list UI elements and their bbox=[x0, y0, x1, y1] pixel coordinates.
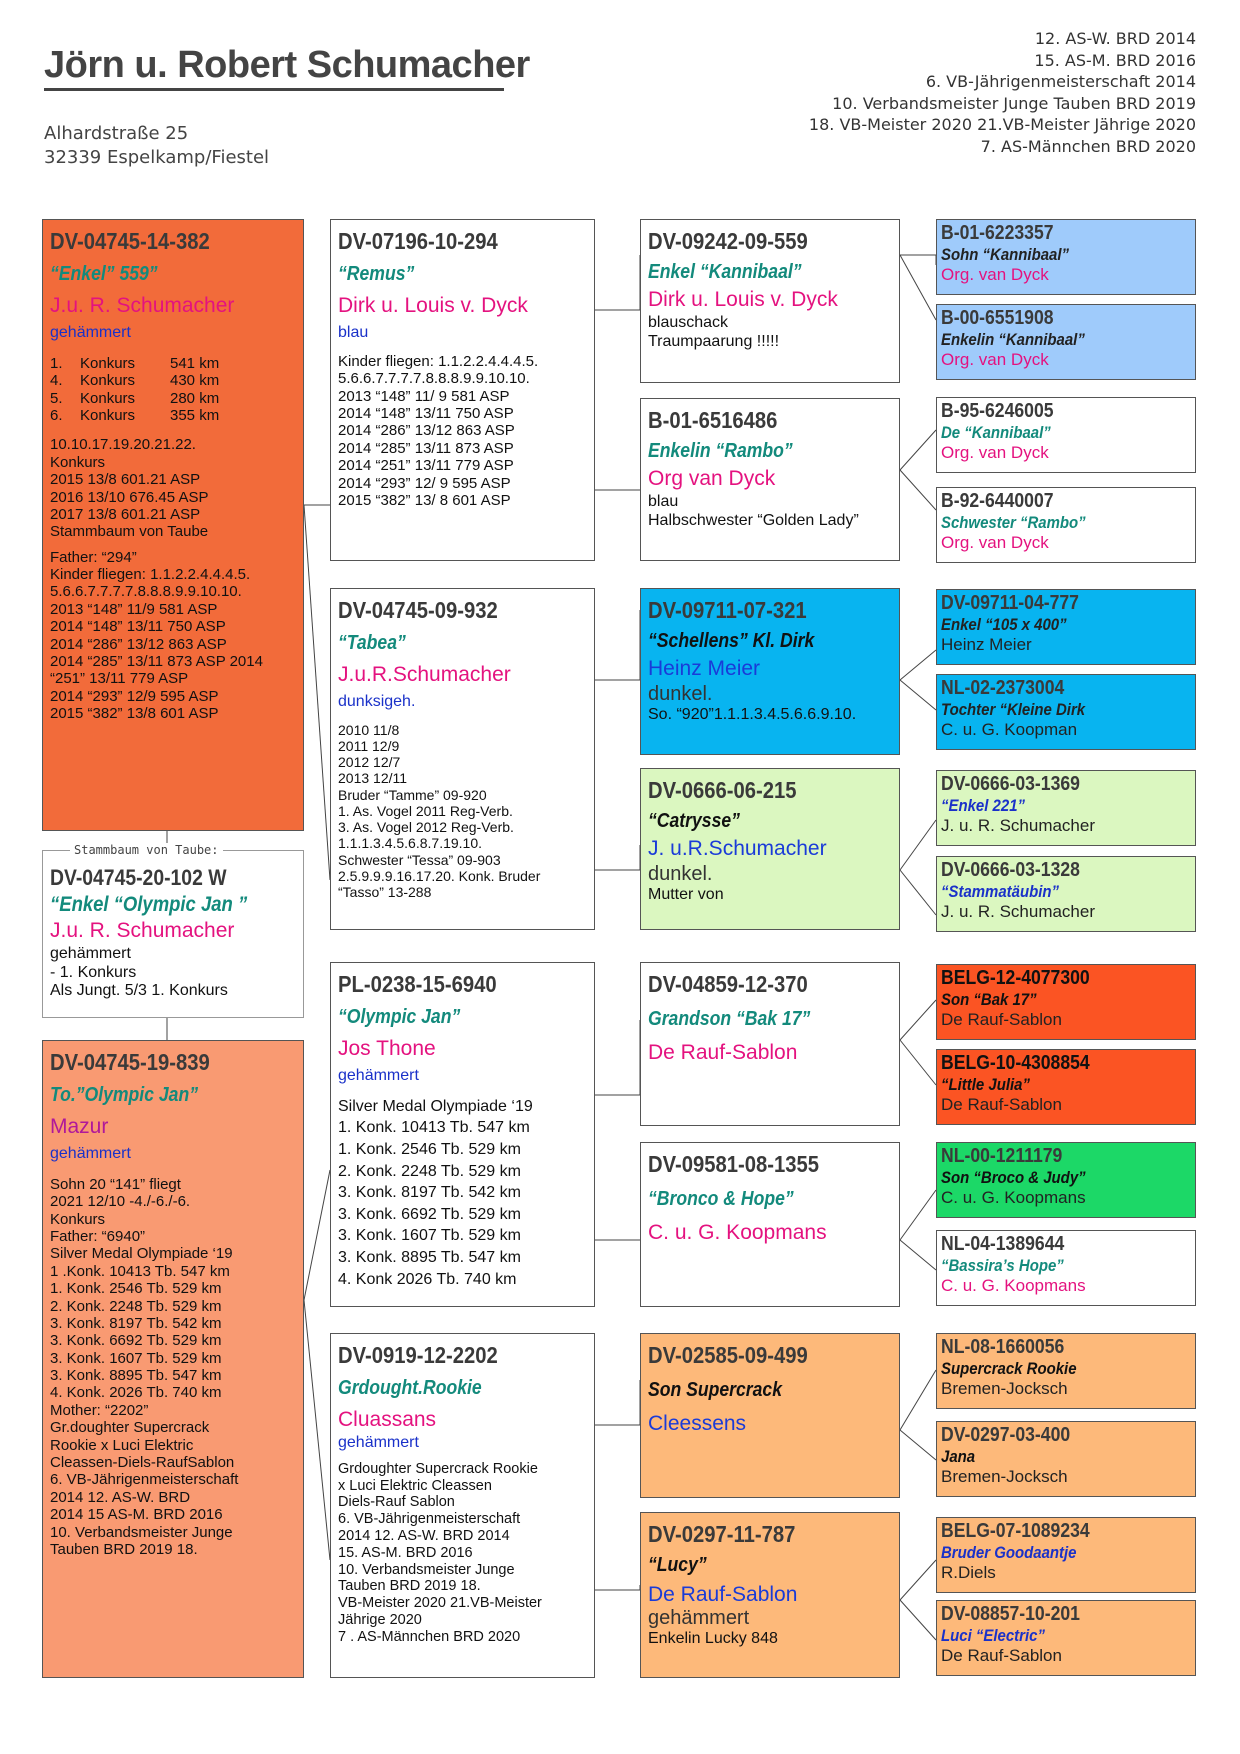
address-city: 32339 Espelkamp/Fiestel bbox=[44, 147, 270, 168]
pigeon-card-gen4[interactable] bbox=[936, 397, 1196, 473]
info-line: Schwester “Tessa” 09-903 bbox=[338, 851, 501, 868]
info-line: blauschack bbox=[648, 314, 729, 332]
connector-line bbox=[900, 650, 936, 680]
info-line: 2. Konk. 2248 Tb. 529 km bbox=[338, 1162, 521, 1180]
note-line: “251” 13/11 779 ASP bbox=[50, 670, 189, 688]
pigeon-name: Jana bbox=[941, 1447, 976, 1467]
ring-number: B-01-6223357 bbox=[941, 222, 1054, 244]
info-line: Bruder “Tamme” 09-920 bbox=[338, 786, 487, 803]
owner: J.u. R. Schumacher bbox=[50, 293, 235, 317]
pigeon-name: Son Supercrack bbox=[648, 1378, 783, 1401]
info-line: 3. Konk. 8197 Tb. 542 km bbox=[50, 1314, 222, 1332]
owner: Heinz Meier bbox=[941, 634, 1032, 654]
pigeon-name: “Enkel “Olympic Jan ” bbox=[50, 892, 248, 916]
info-line: Tauben BRD 2019 18. bbox=[50, 1540, 198, 1558]
result-type: Konkurs bbox=[80, 406, 136, 424]
title-line: 18. VB-Meister 2020 21.VB-Meister Jährige 2020 bbox=[808, 115, 1196, 135]
ring-number: DV-0297-03-400 bbox=[941, 1424, 1071, 1446]
connector-line bbox=[595, 610, 640, 680]
pigeon-name: “Schellens” Kl. Dirk bbox=[648, 629, 815, 652]
pigeon-name: Enkelin “Kannibaal” bbox=[941, 330, 1085, 350]
ring-number: DV-0666-03-1369 bbox=[941, 773, 1080, 795]
info-line: 2014 12. AS-W. BRD bbox=[50, 1488, 191, 1506]
owner: J.u. R. Schumacher bbox=[50, 918, 235, 942]
info-line: 2014 “251” 13/11 779 ASP bbox=[338, 457, 514, 475]
info-line: 4. Konk. 2026 Tb. 740 km bbox=[50, 1384, 222, 1402]
pigeon-name: Schwester “Rambo” bbox=[941, 513, 1086, 533]
note-line: 2014 “293” 12/9 595 ASP bbox=[50, 687, 219, 705]
owner: Bremen-Jocksch bbox=[941, 1466, 1068, 1486]
title-line: 10. Verbandsmeister Junge Tauben BRD 2019 bbox=[832, 93, 1196, 113]
connector-line bbox=[900, 1370, 936, 1430]
result-distance: 541 km bbox=[170, 354, 220, 372]
pigeon-card-gen4[interactable] bbox=[936, 1142, 1196, 1218]
owner: De Rauf-Sablon bbox=[941, 1094, 1062, 1114]
info-line: Silver Medal Olympiade ‘19 bbox=[50, 1245, 233, 1263]
info-line: Traumpaarung !!!!! bbox=[648, 332, 780, 350]
plumage-color: blau bbox=[338, 324, 369, 342]
note-line: Kinder fliegen: 1.1.2.2.4.4.4.5. bbox=[50, 566, 251, 584]
info-line: Diels-Rauf Sablon bbox=[338, 1494, 455, 1511]
info-line: x Luci Elektric Cleassen bbox=[338, 1477, 492, 1494]
pigeon-name: “Enkel 221” bbox=[941, 796, 1025, 816]
info-line: Sohn 20 “141” fliegt bbox=[50, 1175, 181, 1193]
ring-number: NL-00-1211179 bbox=[941, 1145, 1063, 1167]
pigeon-name: Son “Bak 17” bbox=[941, 990, 1037, 1010]
connector-line bbox=[595, 1380, 640, 1425]
info-line: 6. VB-Jährigenmeisterschaft bbox=[50, 1471, 239, 1489]
result-row bbox=[50, 372, 297, 389]
ring-number: DV-09242-09-559 bbox=[648, 228, 808, 254]
notes bbox=[50, 436, 297, 540]
note-line: 2015 13/8 601.21 ASP bbox=[50, 471, 201, 489]
pigeon-name: Supercrack Rookie bbox=[941, 1359, 1077, 1379]
ring-number: DV-0919-12-2202 bbox=[338, 1342, 498, 1368]
pigeon-card-granddam-paternal[interactable] bbox=[330, 588, 595, 930]
connector-line bbox=[900, 1560, 936, 1600]
info-line: 2014 “148” 13/11 750 ASP bbox=[338, 404, 514, 422]
ring-number: DV-09711-07-321 bbox=[648, 597, 807, 623]
connector-line bbox=[304, 505, 330, 880]
info-line: 3. Konk. 8895 Tb. 547 km bbox=[50, 1367, 222, 1385]
pigeon-card-gen4[interactable] bbox=[936, 1230, 1196, 1306]
note-line: Father: “294” bbox=[50, 548, 137, 566]
owner: C. u. G. Koopmans bbox=[941, 1187, 1086, 1207]
owner: Org. van Dyck bbox=[941, 264, 1049, 284]
plumage-color: gehämmert bbox=[50, 324, 131, 342]
info-line: Enkelin Lucky 848 bbox=[648, 1630, 778, 1648]
pigeon-name: Tochter “Kleine Dirk bbox=[941, 700, 1086, 720]
pigeon-name: Bruder Goodaantje bbox=[941, 1543, 1077, 1563]
connector-line bbox=[595, 1020, 640, 1095]
info-line: dunkel. bbox=[648, 683, 713, 706]
info-line: 1 .Konk. 10413 Tb. 547 km bbox=[50, 1262, 230, 1280]
ring-number: DV-02585-09-499 bbox=[648, 1342, 808, 1368]
info-line: 3. Konk. 6692 Tb. 529 km bbox=[50, 1332, 222, 1350]
connector-line bbox=[900, 1240, 936, 1270]
pigeon-card-gen3[interactable] bbox=[640, 398, 900, 561]
pigeon-card-gen4[interactable] bbox=[936, 1421, 1196, 1497]
ring-number: B-95-6246005 bbox=[941, 400, 1054, 422]
ring-number: NL-04-1389644 bbox=[941, 1233, 1065, 1255]
owner: Org van Dyck bbox=[648, 466, 776, 490]
pigeon-card-gen3[interactable] bbox=[640, 1512, 900, 1678]
info-line: Father: “6940” bbox=[50, 1227, 146, 1245]
pigeon-card-gen3[interactable] bbox=[640, 588, 900, 755]
connector-line bbox=[900, 1430, 936, 1460]
owner: Org. van Dyck bbox=[941, 349, 1049, 369]
info-line: “Tasso” 13-288 bbox=[338, 884, 432, 901]
owner: C. u. G. Koopmans bbox=[941, 1275, 1086, 1295]
owner: Cleessens bbox=[648, 1411, 747, 1435]
connector-line bbox=[900, 1190, 936, 1240]
plumage-color: dunksigeh. bbox=[338, 693, 416, 711]
pigeon-name: “Catrysse” bbox=[648, 809, 740, 832]
info-line: VB-Meister 2020 21.VB-Meister bbox=[338, 1595, 542, 1612]
owner: Org. van Dyck bbox=[941, 532, 1049, 552]
ring-number: DV-09581-08-1355 bbox=[648, 1151, 820, 1177]
ring-number: BELG-12-4077300 bbox=[941, 967, 1090, 989]
ring-number: DV-09711-04-777 bbox=[941, 592, 1079, 614]
ring-number: NL-02-2373004 bbox=[941, 677, 1065, 699]
connector-line bbox=[900, 680, 936, 710]
pigeon-name: “Olympic Jan” bbox=[338, 1005, 461, 1028]
connector-line bbox=[900, 255, 936, 320]
breeder-name: Jörn u. Robert Schumacher bbox=[44, 44, 530, 86]
ring-number: DV-08857-10-201 bbox=[941, 1603, 1080, 1625]
pigeon-card-gen4[interactable] bbox=[936, 674, 1196, 750]
connector-line bbox=[900, 870, 936, 915]
ring-number: DV-04859-12-370 bbox=[648, 971, 808, 997]
owner: J. u. R. Schumacher bbox=[941, 815, 1096, 835]
owner: J. u.R.Schumacher bbox=[648, 836, 827, 860]
info-line: 10. Verbandsmeister Junge bbox=[338, 1561, 515, 1578]
result-rank: 5. bbox=[50, 389, 63, 407]
info-line: So. “920”1.1.1.3.4.5.6.6.9.10. bbox=[648, 706, 857, 724]
info-line: 15. AS-M. BRD 2016 bbox=[338, 1544, 473, 1561]
connector-line bbox=[595, 1585, 640, 1590]
owner: Jos Thone bbox=[338, 1036, 436, 1060]
note-line: Konkurs bbox=[50, 453, 106, 471]
info-line: 6. VB-Jährigenmeisterschaft bbox=[338, 1511, 521, 1528]
info-line: Jährige 2020 bbox=[338, 1612, 422, 1629]
note-line: 2014 “285” 13/11 873 ASP 2014 bbox=[50, 653, 263, 671]
owner: Heinz Meier bbox=[648, 656, 761, 680]
info-line: 2014 “285” 13/11 873 ASP bbox=[338, 439, 514, 457]
owner: C. u. G. Koopmans bbox=[648, 1220, 827, 1244]
pigeon-name: “Lucy” bbox=[648, 1553, 707, 1576]
pigeon-name: Son “Broco & Judy” bbox=[941, 1168, 1086, 1188]
owner: Dirk u. Louis v. Dyck bbox=[338, 293, 528, 317]
info-line: Grdoughter Supercrack Rookie bbox=[338, 1460, 538, 1477]
pigeon-card-gen3[interactable] bbox=[640, 219, 900, 383]
result-distance: 280 km bbox=[170, 389, 220, 407]
ring-number: DV-0666-03-1328 bbox=[941, 859, 1080, 881]
plumage-color: gehämmert bbox=[338, 1434, 419, 1452]
pigeon-name: Sohn “Kannibaal” bbox=[941, 245, 1070, 265]
info-line: 7 . AS-Männchen BRD 2020 bbox=[338, 1628, 521, 1645]
pigeon-card-gen4[interactable] bbox=[936, 1049, 1196, 1125]
owner: R.Diels bbox=[941, 1562, 996, 1582]
result-type: Konkurs bbox=[80, 372, 136, 390]
info-line: 1. Konk. 2546 Tb. 529 km bbox=[338, 1140, 521, 1158]
result-rank: 1. bbox=[50, 354, 63, 372]
info-line: - 1. Konkurs bbox=[50, 963, 137, 981]
pigeon-name: Enkel “Kannibaal” bbox=[648, 260, 802, 283]
pigeon-card-gen4[interactable] bbox=[936, 856, 1196, 932]
info-line: Mother: “2202” bbox=[50, 1401, 149, 1419]
ring-number: BELG-07-1089234 bbox=[941, 1520, 1090, 1542]
connector-line bbox=[900, 1600, 936, 1640]
pigeon-card-gen3[interactable] bbox=[640, 1333, 900, 1498]
result-distance: 430 km bbox=[170, 372, 220, 390]
info-line: 2.5.9.9.9.16.17.20. Konk. Bruder bbox=[338, 867, 541, 884]
ring-number: DV-04745-14-382 bbox=[50, 228, 210, 254]
info-line: Rookie x Luci Elektric bbox=[50, 1436, 194, 1454]
info-line: 2012 12/7 bbox=[338, 754, 401, 771]
result-distance: 355 km bbox=[170, 406, 220, 424]
info-line: 10. Verbandsmeister Junge bbox=[50, 1523, 233, 1541]
pigeon-card-gen4[interactable] bbox=[936, 304, 1196, 380]
info-line: 3. Konk. 1607 Tb. 529 km bbox=[50, 1349, 222, 1367]
note-line: 10.10.17.19.20.21.22. bbox=[50, 436, 196, 454]
info-line: Konkurs bbox=[50, 1210, 106, 1228]
offspring-notes bbox=[50, 549, 297, 723]
ring-number: B-01-6516486 bbox=[648, 407, 778, 433]
result-row bbox=[50, 390, 297, 407]
info-line: 1. As. Vogel 2011 Reg-Verb. bbox=[338, 802, 513, 819]
pigeon-name: “Enkel” 559” bbox=[50, 262, 158, 285]
result-row bbox=[50, 355, 297, 372]
info-line: 2013 12/11 bbox=[338, 770, 408, 787]
info-line: Halbschwester “Golden Lady” bbox=[648, 511, 859, 529]
note-line: 2014 “148” 13/11 750 ASP bbox=[50, 618, 226, 636]
owner: Mazur bbox=[50, 1114, 109, 1138]
ring-number: DV-04745-19-839 bbox=[50, 1049, 210, 1075]
connector-line bbox=[900, 470, 936, 510]
info-line: gehämmert bbox=[648, 1607, 750, 1630]
info-line: 3. Konk. 1607 Tb. 529 km bbox=[338, 1227, 521, 1245]
info-line: Tauben BRD 2019 18. bbox=[338, 1578, 481, 1595]
ring-number: BELG-10-4308854 bbox=[941, 1052, 1090, 1074]
title-line: 12. AS-W. BRD 2014 bbox=[1034, 29, 1196, 48]
pigeon-name: Enkelin “Rambo” bbox=[648, 439, 793, 462]
info-line: dunkel. bbox=[648, 863, 713, 886]
info-line: Kinder fliegen: 1.1.2.2.4.4.4.5. bbox=[338, 352, 539, 370]
connector-line bbox=[900, 820, 936, 870]
pigeon-name: “Bronco & Hope” bbox=[648, 1187, 794, 1210]
pigeon-name: De “Kannibaal” bbox=[941, 423, 1051, 443]
info-line: gehämmert bbox=[50, 945, 131, 963]
owner: Dirk u. Louis v. Dyck bbox=[648, 287, 838, 311]
connector-line bbox=[900, 1040, 936, 1085]
result-type: Konkurs bbox=[80, 354, 136, 372]
info-line: 3. Konk. 6692 Tb. 529 km bbox=[338, 1205, 521, 1223]
pigeon-name: “Bassira’s Hope” bbox=[941, 1256, 1064, 1276]
connector-line bbox=[304, 1300, 330, 1560]
result-type: Konkurs bbox=[80, 389, 136, 407]
info-line: Mutter von bbox=[648, 886, 724, 904]
pigeon-name: Grandson “Bak 17” bbox=[648, 1007, 811, 1030]
title-line: 7. AS-Männchen BRD 2020 bbox=[980, 136, 1196, 156]
ring-number: PL-0238-15-6940 bbox=[338, 971, 497, 997]
info-line: Gr.doughter Supercrack bbox=[50, 1419, 210, 1437]
result-row bbox=[50, 407, 297, 424]
info-line: 2014 “286” 13/12 863 ASP bbox=[338, 422, 515, 440]
pigeon-card-gen4[interactable] bbox=[936, 964, 1196, 1040]
pigeon-card-subject[interactable] bbox=[42, 850, 304, 1018]
info-line: 2011 12/9 bbox=[338, 738, 400, 754]
title-line: 15. AS-M. BRD 2016 bbox=[1034, 50, 1196, 70]
info-line: 3. Konk. 8895 Tb. 547 km bbox=[338, 1248, 521, 1266]
pigeon-card-gen4[interactable] bbox=[936, 589, 1196, 665]
connector-line bbox=[595, 255, 640, 310]
info-line: Cleassen-Diels-RaufSablon bbox=[50, 1454, 235, 1472]
note-line: Stammbaum von Taube bbox=[50, 523, 209, 541]
info-line: 2021 12/10 -4./-6./-6. bbox=[50, 1193, 191, 1211]
connector-line bbox=[304, 1170, 330, 1300]
owner: J. u. R. Schumacher bbox=[941, 901, 1096, 921]
pigeon-card-gen4[interactable] bbox=[936, 219, 1196, 295]
connector-line bbox=[900, 430, 936, 470]
connector-line bbox=[900, 255, 936, 265]
owner: J.u.R.Schumacher bbox=[338, 662, 511, 686]
note-line: 2014 “286” 13/12 863 ASP bbox=[50, 635, 227, 653]
plumage-color: gehämmert bbox=[338, 1067, 419, 1085]
pigeon-name: “Remus” bbox=[338, 262, 415, 285]
info-line: 3. As. Vogel 2012 Reg-Verb. bbox=[338, 819, 514, 836]
info-line: 1.1.1.3.4.5.6.8.7.19.10. bbox=[338, 835, 483, 852]
title-line: 6. VB-Jährigenmeisterschaft 2014 bbox=[925, 72, 1196, 92]
info-line: 2015 “382” 13/ 8 601 ASP bbox=[338, 491, 511, 509]
note-line: 2013 “148” 11/9 581 ASP bbox=[50, 600, 218, 618]
pigeon-card-gen4[interactable] bbox=[936, 1333, 1196, 1409]
result-rank: 4. bbox=[50, 372, 63, 390]
pigeon-card-gen4[interactable] bbox=[936, 487, 1196, 563]
plumage-color: gehämmert bbox=[50, 1145, 131, 1163]
info-line: 1. Konk. 10413 Tb. 547 km bbox=[338, 1119, 530, 1137]
pigeon-card-gen3[interactable] bbox=[640, 768, 900, 930]
note-line: 2016 13/10 676.45 ASP bbox=[50, 488, 209, 506]
pigeon-card-sire[interactable] bbox=[42, 219, 304, 831]
ring-number: NL-08-1660056 bbox=[941, 1336, 1065, 1358]
pigeon-card-dam[interactable] bbox=[42, 1040, 304, 1678]
pigeon-card-gen4[interactable] bbox=[936, 1600, 1196, 1676]
result-rank: 6. bbox=[50, 406, 63, 424]
pigeon-name: To.”Olympic Jan” bbox=[50, 1083, 199, 1106]
ring-number: B-92-6440007 bbox=[941, 490, 1054, 512]
owner: De Rauf-Sablon bbox=[941, 1645, 1062, 1665]
pigeon-name: “Little Julia” bbox=[941, 1075, 1030, 1095]
owner: Bremen-Jocksch bbox=[941, 1378, 1068, 1398]
info-line: 2. Konk. 2248 Tb. 529 km bbox=[50, 1297, 222, 1315]
note-line: 5.6.6.7.7.7.7.8.8.8.9.9.10.10. bbox=[50, 583, 242, 601]
owner: De Rauf-Sablon bbox=[941, 1009, 1062, 1029]
owner: C. u. G. Koopman bbox=[941, 719, 1078, 739]
ring-number: DV-0297-11-787 bbox=[648, 1521, 796, 1547]
info-line: 2013 “148” 11/ 9 581 ASP bbox=[338, 387, 510, 405]
owner: De Rauf-Sablon bbox=[648, 1040, 798, 1064]
info-line: 2010 11/8 bbox=[338, 721, 400, 738]
note-line: 2017 13/8 601.21 ASP bbox=[50, 505, 201, 523]
pigeon-card-gen3[interactable] bbox=[640, 1142, 900, 1307]
info-line: blau bbox=[648, 493, 679, 511]
ring-number: DV-04745-20-102 W bbox=[50, 865, 227, 890]
pigeon-card-grandsire-paternal[interactable] bbox=[330, 219, 595, 561]
pigeon-card-granddam-maternal[interactable] bbox=[330, 1333, 595, 1678]
ring-number: DV-07196-10-294 bbox=[338, 228, 498, 254]
pigeon-name: “Stammatäubin” bbox=[941, 882, 1060, 902]
info-line: 1. Konk. 2546 Tb. 529 km bbox=[50, 1280, 222, 1298]
pigeon-card-gen4[interactable] bbox=[936, 1517, 1196, 1593]
pigeon-name: “Tabea” bbox=[338, 631, 406, 654]
pigeon-card-gen4[interactable] bbox=[936, 770, 1196, 846]
pedigree-label: Stammbaum von Taube: bbox=[70, 843, 223, 857]
info-line: 5.6.6.7.7.7.7.8.8.8.9.9.10.10. bbox=[338, 370, 530, 388]
owner: De Rauf-Sablon bbox=[648, 1582, 798, 1606]
pigeon-name: Luci “Electric” bbox=[941, 1626, 1045, 1646]
pigeon-name: Grdought.Rookie bbox=[338, 1376, 482, 1399]
info-line: Silver Medal Olympiade ‘19 bbox=[338, 1097, 533, 1115]
ring-number: DV-0666-06-215 bbox=[648, 777, 797, 803]
info-line: 2014 “293” 12/ 9 595 ASP bbox=[338, 474, 511, 492]
pigeon-name: Enkel “105 x 400” bbox=[941, 615, 1067, 635]
pigeon-card-grandsire-maternal[interactable] bbox=[330, 962, 595, 1307]
connector-line bbox=[900, 1000, 936, 1040]
address-street: Alhardstraße 25 bbox=[44, 123, 189, 144]
ring-number: B-00-6551908 bbox=[941, 307, 1054, 329]
connector-line bbox=[595, 845, 640, 870]
owner: Org. van Dyck bbox=[941, 442, 1049, 462]
results-table bbox=[50, 355, 297, 425]
ring-number: DV-04745-09-932 bbox=[338, 597, 498, 623]
info-line: 3. Konk. 8197 Tb. 542 km bbox=[338, 1184, 521, 1202]
note-line: 2015 “382” 13/8 601 ASP bbox=[50, 705, 219, 723]
info-line: Als Jungt. 5/3 1. Konkurs bbox=[50, 982, 228, 1000]
owner: Cluassans bbox=[338, 1407, 437, 1431]
info-line: 2014 12. AS-W. BRD 2014 bbox=[338, 1528, 510, 1545]
info-line: 2014 15 AS-M. BRD 2016 bbox=[50, 1506, 223, 1524]
pigeon-card-gen3[interactable] bbox=[640, 962, 900, 1126]
info-line: 4. Konk 2026 Tb. 740 km bbox=[338, 1270, 517, 1288]
